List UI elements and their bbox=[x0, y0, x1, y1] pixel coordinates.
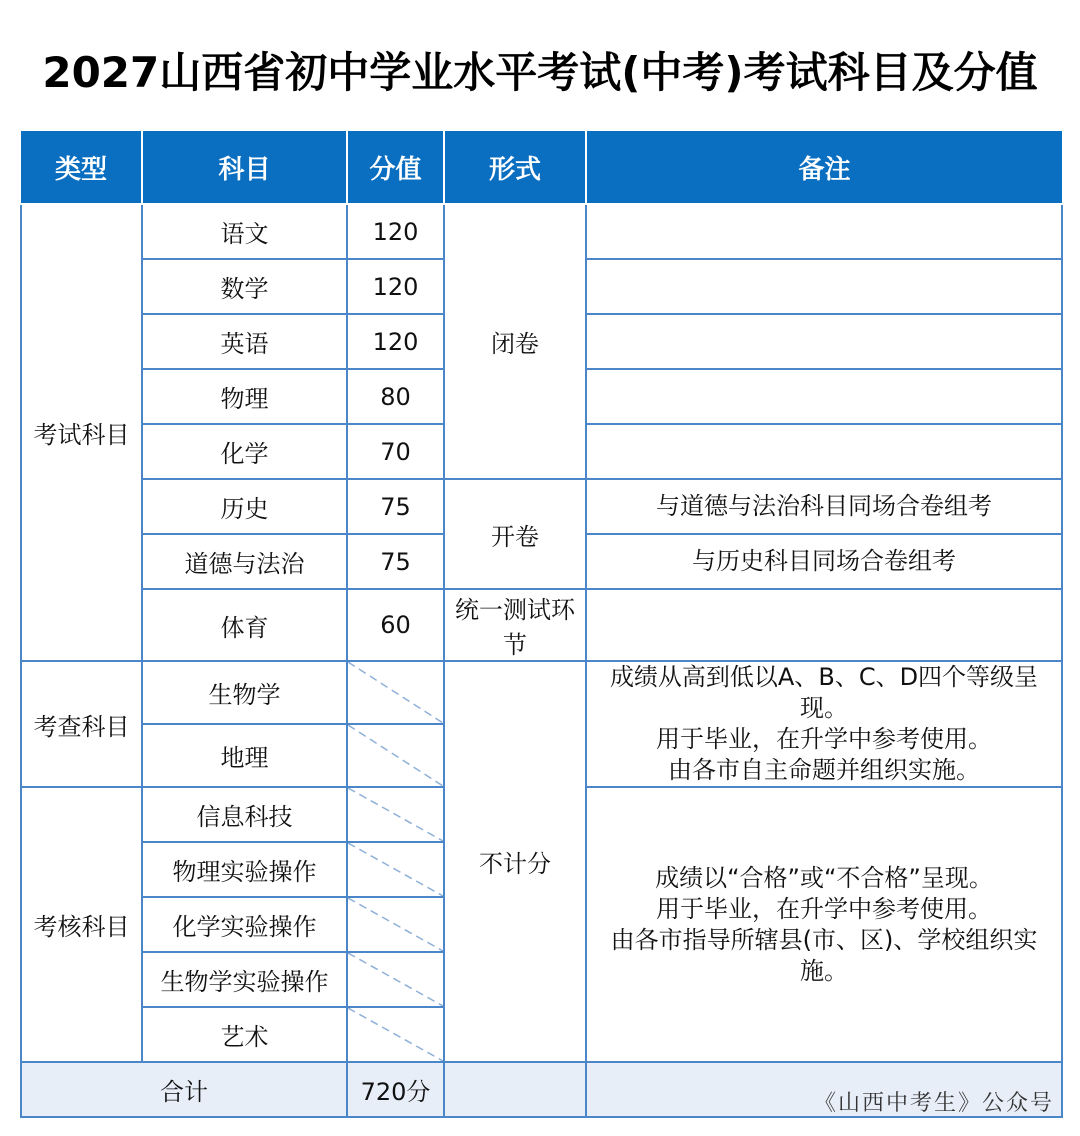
empty-score-cell bbox=[347, 842, 444, 897]
subject-cell: 地理 bbox=[142, 724, 347, 787]
subject-cell: 道德与法治 bbox=[142, 534, 347, 589]
note-line: 成绩从高到低以A、B、C、D四个等级呈现。 bbox=[609, 663, 1039, 722]
total-empty-form bbox=[444, 1062, 586, 1117]
form-noscore: 不计分 bbox=[444, 661, 586, 1062]
table-header-row bbox=[21, 131, 1062, 204]
total-value: 720分 bbox=[347, 1062, 444, 1117]
note-line: 由各市指导所辖县(市、区)、学校组织实施。 bbox=[610, 925, 1038, 985]
diagonal-line bbox=[348, 843, 443, 896]
empty-score-cell bbox=[347, 787, 444, 842]
form-unified: 统一测试环节 bbox=[444, 589, 586, 661]
empty-score-cell bbox=[347, 897, 444, 952]
diagonal-line bbox=[348, 898, 443, 951]
form-open: 开卷 bbox=[444, 479, 586, 589]
note-line: 用于毕业，在升学中参考使用。 bbox=[656, 725, 992, 753]
footer-source: 《山西中考生》公众号 bbox=[813, 1091, 1054, 1116]
note-line: 成绩以“合格”或“不合格”呈现。 bbox=[655, 863, 993, 892]
score-cell: 120 bbox=[347, 259, 444, 314]
subject-cell: 化学实验操作 bbox=[142, 897, 347, 952]
total-label: 合计 bbox=[21, 1062, 347, 1117]
header-type: 类型 bbox=[21, 131, 142, 204]
subject-cell: 历史 bbox=[142, 479, 347, 534]
empty-score-cell bbox=[347, 1007, 444, 1062]
score-table bbox=[20, 131, 1063, 1118]
group-assess: 考核科目 bbox=[21, 787, 142, 1062]
subject-cell: 英语 bbox=[142, 314, 347, 369]
note-cell bbox=[586, 314, 1062, 369]
score-cell: 120 bbox=[347, 204, 444, 259]
subject-cell: 体育 bbox=[142, 589, 347, 661]
note-check bbox=[586, 661, 1062, 787]
note-cell bbox=[586, 424, 1062, 479]
table-row bbox=[21, 661, 1062, 724]
group-exam: 考试科目 bbox=[21, 204, 142, 661]
empty-score-cell bbox=[347, 661, 444, 724]
diagonal-line bbox=[348, 1008, 443, 1061]
subject-cell: 信息科技 bbox=[142, 787, 347, 842]
subject-cell: 物理实验操作 bbox=[142, 842, 347, 897]
header-note: 备注 bbox=[586, 131, 1062, 204]
note-line: 用于毕业，在升学中参考使用。 bbox=[656, 894, 992, 923]
note-cell: 与道德与法治科目同场合卷组考 bbox=[586, 479, 1062, 534]
note-line: 由各市自主命题并组织实施。 bbox=[668, 756, 980, 784]
score-cell: 120 bbox=[347, 314, 444, 369]
diagonal-line bbox=[348, 953, 443, 1006]
subject-cell: 生物学实验操作 bbox=[142, 952, 347, 1007]
form-closed: 闭卷 bbox=[444, 204, 586, 479]
subject-cell: 数学 bbox=[142, 259, 347, 314]
score-cell: 60 bbox=[347, 589, 444, 661]
table-row bbox=[21, 589, 1062, 661]
note-assess bbox=[586, 787, 1062, 1062]
subject-cell: 艺术 bbox=[142, 1007, 347, 1062]
note-cell: 与历史科目同场合卷组考 bbox=[586, 534, 1062, 589]
header-score: 分值 bbox=[347, 131, 444, 204]
subject-cell: 物理 bbox=[142, 369, 347, 424]
note-cell bbox=[586, 589, 1062, 661]
score-cell: 80 bbox=[347, 369, 444, 424]
table-row bbox=[21, 204, 1062, 259]
empty-score-cell bbox=[347, 724, 444, 787]
header-subject: 科目 bbox=[142, 131, 347, 204]
note-cell bbox=[586, 369, 1062, 424]
note-cell bbox=[586, 259, 1062, 314]
diagonal-line bbox=[348, 662, 443, 723]
score-cell: 75 bbox=[347, 534, 444, 589]
diagonal-line bbox=[348, 788, 443, 841]
diagonal-line bbox=[348, 725, 443, 786]
subject-cell: 语文 bbox=[142, 204, 347, 259]
group-check: 考查科目 bbox=[21, 661, 142, 787]
page-title: 2027山西省初中学业水平考试(中考)考试科目及分值 bbox=[42, 48, 1038, 97]
empty-score-cell bbox=[347, 952, 444, 1007]
header-form: 形式 bbox=[444, 131, 586, 204]
subject-cell: 生物学 bbox=[142, 661, 347, 724]
subject-cell: 化学 bbox=[142, 424, 347, 479]
score-cell: 75 bbox=[347, 479, 444, 534]
table-row bbox=[21, 479, 1062, 534]
score-cell: 70 bbox=[347, 424, 444, 479]
note-cell bbox=[586, 204, 1062, 259]
